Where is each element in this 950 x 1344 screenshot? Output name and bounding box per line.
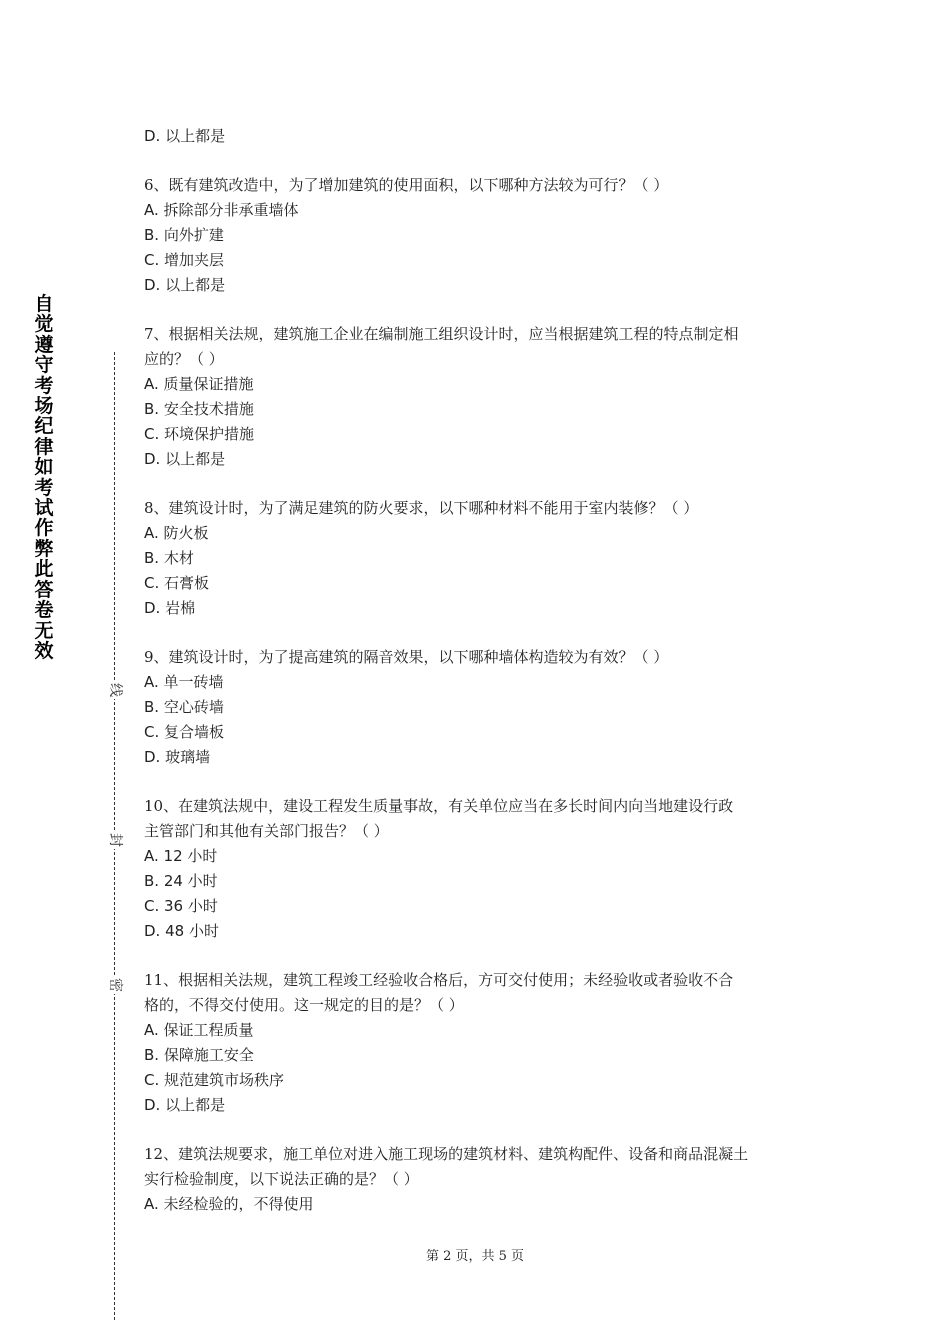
paragraph-gap [144,770,810,794]
question-text: 8、建筑设计时，为了满足建筑的防火要求，以下哪种材料不能用于室内装修？（ ） [144,499,699,517]
answer-option: B. 向外扩建 [144,226,224,244]
answer-option: A. 防火板 [144,524,209,542]
answer-option: C. 环境保护措施 [144,425,255,443]
question-text: 10、在建筑法规中，建设工程发生质量事故，有关单位应当在多长时间内向当地建设行政 [144,797,734,815]
answer-option: B. 安全技术措施 [144,400,254,418]
question-text: 11、根据相关法规，建筑工程竣工经验收合格后，方可交付使用；未经验收或者验收不合 [144,971,734,989]
answer-option: D. 玻璃墙 [144,748,211,766]
answer-option: A. 未经检验的，不得使用 [144,1195,314,1213]
answer-option: A. 保证工程质量 [144,1021,254,1039]
question-text: 应的？（ ） [144,350,224,368]
paragraph-gap [144,621,810,645]
answer-option: D. 岩棉 [144,599,196,617]
answer-option: D. 以上都是 [144,1096,226,1114]
answer-option: D. 以上都是 [144,276,226,294]
answer-option: B. 24 小时 [144,872,218,890]
paragraph-gap [144,149,810,173]
question-text: 主管部门和其他有关部门报告？（ ） [144,822,389,840]
seal-mark-secret: 密 [107,978,123,992]
question-list [144,124,810,1217]
answer-option: C. 增加夹层 [144,251,225,269]
paragraph-gap [144,472,810,496]
answer-option: A. 质量保证措施 [144,375,254,393]
answer-option: D. 以上都是 [144,127,226,145]
question-text: 实行检验制度，以下说法正确的是？（ ） [144,1170,419,1188]
paragraph-gap [144,1118,810,1142]
answer-option: B. 木材 [144,549,194,567]
question-text: 6、既有建筑改造中，为了增加建筑的使用面积，以下哪种方法较为可行？（ ） [144,176,669,194]
answer-option: B. 保障施工安全 [144,1046,254,1064]
seal-mark-seal: 封 [107,833,123,847]
answer-option: A. 12 小时 [144,847,218,865]
answer-option: C. 石膏板 [144,574,210,592]
question-text: 9、建筑设计时，为了提高建筑的隔音效果，以下哪种墙体构造较为有效？（ ） [144,648,669,666]
answer-option: C. 36 小时 [144,897,218,915]
answer-option: A. 单一砖墙 [144,673,224,691]
page-number: 第 2 页，共 5 页 [425,1249,525,1264]
question-text: 7、根据相关法规，建筑施工企业在编制施工组织设计时，应当根据建筑工程的特点制定相 [144,325,739,343]
answer-option: D. 48 小时 [144,922,219,940]
answer-option: C. 复合墙板 [144,723,225,741]
answer-option: C. 规范建筑市场秩序 [144,1071,285,1089]
answer-option: A. 拆除部分非承重墙体 [144,201,299,219]
answer-option: D. 以上都是 [144,450,226,468]
question-text: 格的，不得交付使用。这一规定的目的是？（ ） [144,996,464,1014]
exam-discipline-notice: 自觉遵守考场纪律如考试作弊此答卷无效 [34,293,54,662]
question-text: 12、建筑法规要求，施工单位对进入施工现场的建筑材料、建筑构配件、设备和商品混凝土 [144,1145,749,1163]
seal-mark-line: 线 [107,683,123,697]
paragraph-gap [144,298,810,322]
paragraph-gap [144,944,810,968]
answer-option: B. 空心砖墙 [144,698,224,716]
